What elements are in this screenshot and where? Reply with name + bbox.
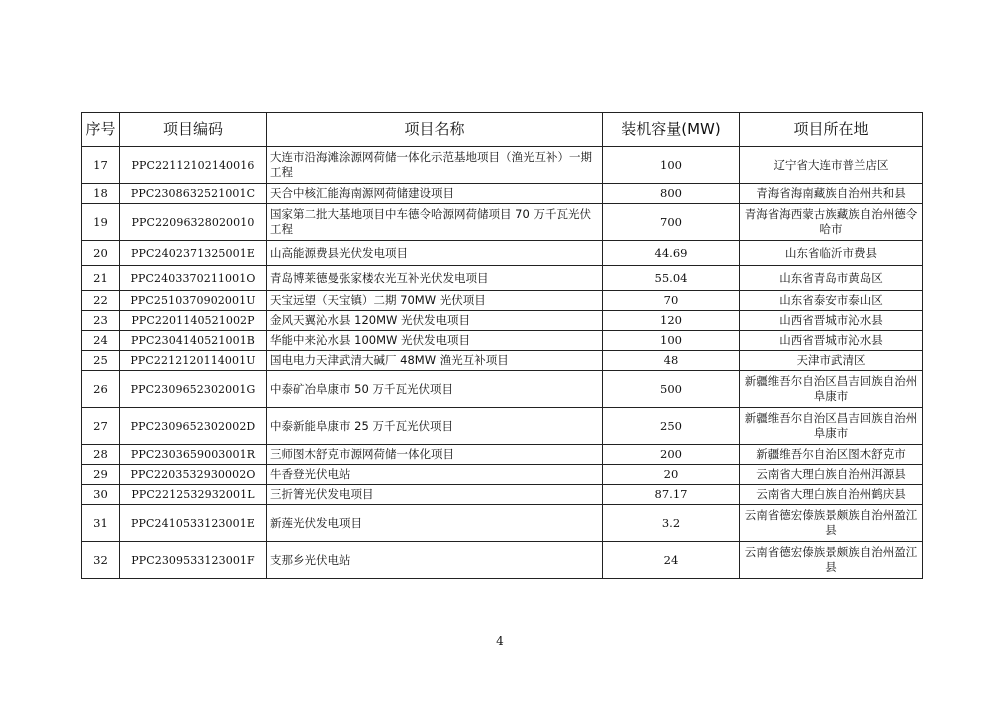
cell-code: PPC2309533123001F	[120, 542, 267, 579]
cell-code: PPC2309652302001G	[120, 371, 267, 408]
table-row	[82, 408, 923, 445]
cell-name: 大连市沿海滩涂源网荷储一体化示范基地项目（渔光互补）一期工程	[267, 147, 603, 184]
cell-code: PPC2201140521002P	[120, 311, 267, 331]
cell-capacity: 500	[603, 371, 740, 408]
cell-capacity: 20	[603, 465, 740, 485]
cell-name: 新莲光伏发电项目	[267, 505, 603, 542]
cell-code: PPC2304140521001B	[120, 331, 267, 351]
cell-capacity: 24	[603, 542, 740, 579]
table-row	[82, 311, 923, 331]
cell-capacity: 120	[603, 311, 740, 331]
document-page	[81, 112, 922, 579]
cell-location: 云南省德宏傣族景颇族自治州盈江县	[740, 542, 923, 579]
header-code: 项目编码	[120, 113, 267, 147]
table-row	[82, 204, 923, 241]
cell-name: 三师图木舒克市源网荷储一体化项目	[267, 445, 603, 465]
cell-location: 山东省临沂市费县	[740, 241, 923, 266]
cell-serial: 27	[82, 408, 120, 445]
cell-capacity: 250	[603, 408, 740, 445]
cell-serial: 26	[82, 371, 120, 408]
cell-serial: 29	[82, 465, 120, 485]
cell-name: 青岛博莱德曼张家楼农光互补光伏发电项目	[267, 266, 603, 291]
cell-code: PPC2410533123001E	[120, 505, 267, 542]
header-capacity: 装机容量(MW)	[603, 113, 740, 147]
cell-location: 辽宁省大连市普兰店区	[740, 147, 923, 184]
cell-serial: 20	[82, 241, 120, 266]
table-row	[82, 351, 923, 371]
cell-location: 新疆维吾尔自治区昌吉回族自治州阜康市	[740, 371, 923, 408]
cell-name: 支那乡光伏电站	[267, 542, 603, 579]
cell-serial: 31	[82, 505, 120, 542]
cell-name: 天宝远望（天宝镇）二期 70MW 光伏项目	[267, 291, 603, 311]
cell-location: 云南省德宏傣族景颇族自治州盈江县	[740, 505, 923, 542]
cell-name: 三折箐光伏发电项目	[267, 485, 603, 505]
cell-name: 中泰新能阜康市 25 万千瓦光伏项目	[267, 408, 603, 445]
cell-name: 华能中来沁水县 100MW 光伏发电项目	[267, 331, 603, 351]
cell-location: 山东省青岛市黄岛区	[740, 266, 923, 291]
cell-capacity: 700	[603, 204, 740, 241]
cell-code: PPC2203532930002O	[120, 465, 267, 485]
cell-location: 云南省大理白族自治州洱源县	[740, 465, 923, 485]
cell-code: PPC2403370211001O	[120, 266, 267, 291]
table-row	[82, 241, 923, 266]
cell-code: PPC22112102140016	[120, 147, 267, 184]
cell-location: 新疆维吾尔自治区图木舒克市	[740, 445, 923, 465]
cell-serial: 30	[82, 485, 120, 505]
table-row	[82, 266, 923, 291]
cell-location: 青海省海西蒙古族藏族自治州德令哈市	[740, 204, 923, 241]
cell-location: 山西省晋城市沁水县	[740, 331, 923, 351]
cell-serial: 22	[82, 291, 120, 311]
cell-capacity: 800	[603, 184, 740, 204]
cell-code: PPC2212532932001L	[120, 485, 267, 505]
cell-serial: 21	[82, 266, 120, 291]
cell-location: 青海省海南藏族自治州共和县	[740, 184, 923, 204]
cell-code: PPC2303659003001R	[120, 445, 267, 465]
cell-location: 天津市武清区	[740, 351, 923, 371]
cell-name: 国电电力天津武清大碱厂 48MW 渔光互补项目	[267, 351, 603, 371]
cell-capacity: 87.17	[603, 485, 740, 505]
cell-serial: 32	[82, 542, 120, 579]
cell-location: 山西省晋城市沁水县	[740, 311, 923, 331]
cell-code: PPC2402371325001E	[120, 241, 267, 266]
table-row	[82, 485, 923, 505]
page-number: 4	[496, 634, 504, 648]
cell-capacity: 100	[603, 331, 740, 351]
cell-capacity: 100	[603, 147, 740, 184]
header-name: 项目名称	[267, 113, 603, 147]
table-row	[82, 184, 923, 204]
table-row	[82, 291, 923, 311]
cell-name: 山高能源费县光伏发电项目	[267, 241, 603, 266]
cell-name: 金风天翼沁水县 120MW 光伏发电项目	[267, 311, 603, 331]
table-row	[82, 505, 923, 542]
table-row	[82, 371, 923, 408]
cell-serial: 19	[82, 204, 120, 241]
cell-code: PPC2308632521001C	[120, 184, 267, 204]
table-row	[82, 331, 923, 351]
cell-capacity: 3.2	[603, 505, 740, 542]
table-row	[82, 465, 923, 485]
header-serial: 序号	[82, 113, 120, 147]
header-location: 项目所在地	[740, 113, 923, 147]
table-row	[82, 542, 923, 579]
cell-capacity: 55.04	[603, 266, 740, 291]
cell-capacity: 48	[603, 351, 740, 371]
cell-serial: 23	[82, 311, 120, 331]
cell-serial: 17	[82, 147, 120, 184]
cell-code: PPC2309652302002D	[120, 408, 267, 445]
cell-code: PPC2212120114001U	[120, 351, 267, 371]
cell-serial: 25	[82, 351, 120, 371]
cell-capacity: 44.69	[603, 241, 740, 266]
cell-code: PPC2510370902001U	[120, 291, 267, 311]
cell-capacity: 200	[603, 445, 740, 465]
table-header-row	[82, 113, 923, 147]
table-row	[82, 147, 923, 184]
table-row	[82, 445, 923, 465]
cell-serial: 18	[82, 184, 120, 204]
cell-name: 牛香登光伏电站	[267, 465, 603, 485]
cell-location: 山东省泰安市泰山区	[740, 291, 923, 311]
cell-name: 中泰矿冶阜康市 50 万千瓦光伏项目	[267, 371, 603, 408]
project-table	[81, 112, 923, 579]
cell-code: PPC22096328020010	[120, 204, 267, 241]
cell-location: 新疆维吾尔自治区昌吉回族自治州阜康市	[740, 408, 923, 445]
cell-serial: 28	[82, 445, 120, 465]
cell-serial: 24	[82, 331, 120, 351]
cell-name: 国家第二批大基地项目中车德令哈源网荷储项目 70 万千瓦光伏工程	[267, 204, 603, 241]
cell-location: 云南省大理白族自治州鹤庆县	[740, 485, 923, 505]
cell-name: 天合中核汇能海南源网荷储建设项目	[267, 184, 603, 204]
cell-capacity: 70	[603, 291, 740, 311]
